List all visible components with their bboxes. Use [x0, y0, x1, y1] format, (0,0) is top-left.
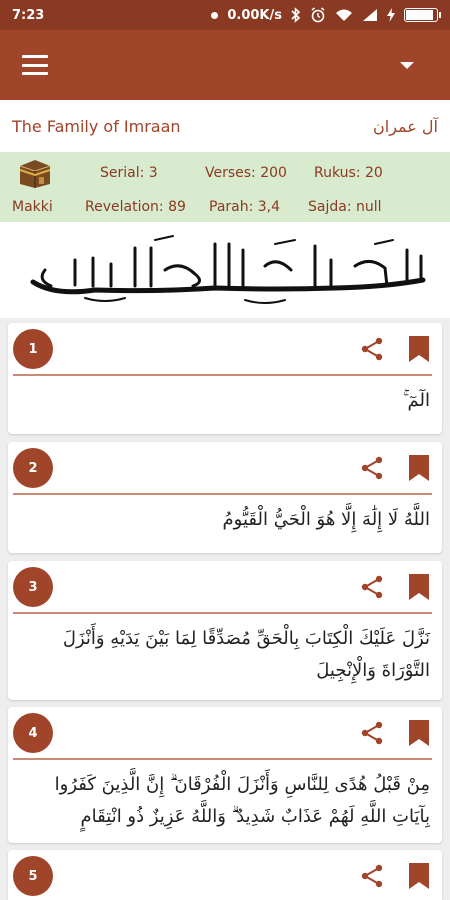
share-icon[interactable]	[360, 337, 384, 361]
verse-card[interactable]	[8, 323, 442, 434]
card-divider	[13, 374, 432, 376]
battery-fill	[406, 10, 433, 20]
card-divider	[13, 612, 432, 614]
bluetooth-icon	[291, 7, 301, 23]
charging-icon	[387, 8, 395, 22]
battery-icon	[404, 8, 438, 22]
verse-card[interactable]	[8, 561, 442, 700]
alarm-icon	[310, 7, 326, 23]
verses-info: Verses: 200	[205, 165, 287, 181]
verse-number: 1	[13, 329, 53, 369]
bookmark-icon[interactable]	[408, 335, 430, 363]
network-speed: 0.00K/s	[227, 7, 282, 23]
revelation-type: Makki	[12, 199, 53, 215]
menu-icon[interactable]	[22, 55, 48, 75]
dropdown-icon[interactable]	[400, 62, 414, 69]
surah-title-row	[0, 100, 450, 152]
bismillah-image	[15, 230, 435, 310]
notification-dot-icon	[211, 12, 218, 19]
bookmark-icon[interactable]	[408, 719, 430, 747]
surah-name-english: The Family of Imraan	[12, 116, 181, 136]
surah-info-panel	[0, 152, 450, 222]
verse-number: 4	[13, 713, 53, 753]
verse-number: 5	[13, 856, 53, 896]
verse-card[interactable]	[8, 707, 442, 843]
card-divider	[13, 758, 432, 760]
status-icons	[211, 7, 438, 23]
share-icon[interactable]	[360, 575, 384, 599]
bismillah-calligraphy	[0, 222, 450, 318]
status-bar	[0, 0, 450, 30]
kaaba-icon	[18, 158, 52, 188]
wifi-icon	[335, 8, 353, 22]
verse-card[interactable]	[8, 850, 442, 900]
bookmark-icon[interactable]	[408, 862, 430, 890]
rukus-info: Rukus: 20	[314, 165, 383, 181]
status-time: 7:23	[12, 7, 45, 23]
verse-text: اللَّهُ لَا إِلَٰهَ إِلَّا هُوَ الْحَيُّ الْقَيُّومُ	[222, 509, 430, 530]
revelation-info: Revelation: 89	[85, 199, 186, 215]
verse-text: نَزَّلَ عَلَيْكَ الْكِتَابَ بِالْحَقِّ مُصَدِّقًا لِمَا بَيْنَ يَدَيْهِ وَأَنْزَلَ التَّوْرَاةَ وَالْإِنْجِيلَ	[62, 628, 430, 681]
verse-number: 2	[13, 448, 53, 488]
verse-text: مِنْ قَبْلُ هُدًى لِلنَّاسِ وَأَنْزَلَ الْفُرْقَانَ ۗ إِنَّ الَّذِينَ كَفَرُوا بِآيَاتِ اللَّهِ لَهُمْ عَذَابٌ شَدِيدٌ ۗ وَاللَّهُ عَزِيزٌ ذُو انْتِقَامٍ	[54, 774, 430, 827]
verse-text: الٓمٓ ۚ	[403, 390, 430, 411]
verse-number: 3	[13, 567, 53, 607]
signal-icon	[362, 8, 378, 22]
app-bar	[0, 30, 450, 100]
share-icon[interactable]	[360, 721, 384, 745]
surah-name-arabic: آل عمران	[373, 116, 438, 136]
card-divider	[13, 493, 432, 495]
verse-card[interactable]	[8, 442, 442, 553]
share-icon[interactable]	[360, 456, 384, 480]
bookmark-icon[interactable]	[408, 573, 430, 601]
bookmark-icon[interactable]	[408, 454, 430, 482]
serial-info: Serial: 3	[100, 165, 158, 181]
share-icon[interactable]	[360, 864, 384, 888]
parah-info: Parah: 3,4	[209, 199, 281, 215]
sajda-info: Sajda: null	[308, 199, 382, 215]
